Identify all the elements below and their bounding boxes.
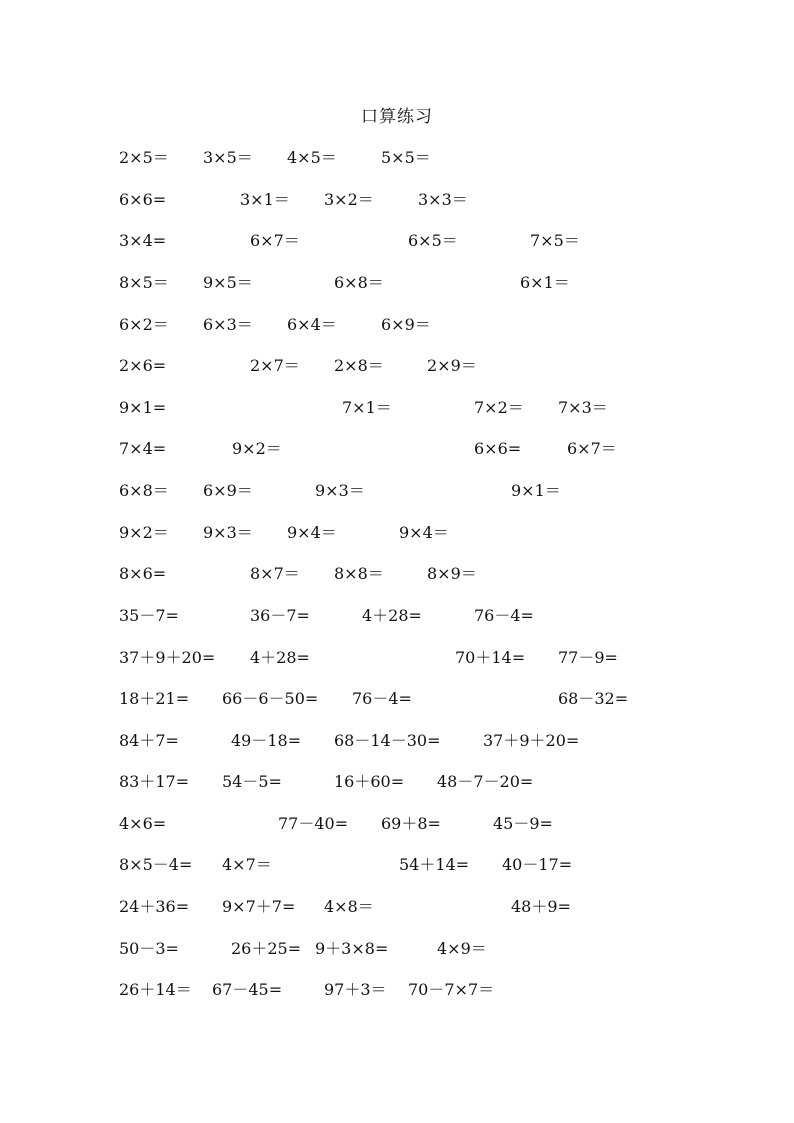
problem: 48－7－20= — [437, 772, 534, 791]
problem: 24＋36= — [119, 897, 190, 916]
problem: 67－45= — [212, 980, 283, 999]
problem: 6×6= — [474, 439, 522, 458]
problem: 77－9= — [558, 648, 618, 667]
problem: 6×9＝ — [203, 481, 253, 500]
problem: 3×3＝ — [418, 190, 468, 209]
problem: 8×5＝ — [119, 273, 169, 292]
problem: 26＋14＝ — [119, 980, 192, 999]
problem: 2×8＝ — [334, 356, 384, 375]
page-title: 口算练习 — [361, 107, 433, 127]
problem: 45－9= — [493, 814, 553, 833]
problem: 9×7＋7= — [222, 897, 296, 916]
problem-row — [0, 271, 794, 295]
problem: 18＋21= — [119, 689, 190, 708]
problem: 2×5＝ — [119, 148, 169, 167]
problem: 69＋8= — [381, 814, 441, 833]
problem: 3×5＝ — [203, 148, 253, 167]
problem: 37＋9＋20= — [119, 648, 216, 667]
problem: 8×5－4= — [119, 855, 193, 874]
problem: 70－7×7＝ — [408, 980, 495, 999]
problem: 4×7＝ — [222, 855, 272, 874]
problem: 6×6= — [119, 190, 167, 209]
problem: 9×4＝ — [399, 523, 449, 542]
problem: 50－3= — [119, 939, 179, 958]
problem: 7×2＝ — [474, 398, 524, 417]
problem: 9×2＝ — [119, 523, 169, 542]
problem-row — [0, 853, 794, 877]
problem: 54＋14= — [399, 855, 470, 874]
problem: 8×6= — [119, 564, 167, 583]
problem: 9×1＝ — [511, 481, 561, 500]
problem: 4＋28= — [362, 606, 422, 625]
problem: 4×6= — [119, 814, 167, 833]
problem: 54－5= — [222, 772, 282, 791]
problem: 7×5＝ — [530, 231, 580, 250]
problem: 97＋3＝ — [324, 980, 387, 999]
problem-row — [0, 188, 794, 212]
problem-row — [0, 521, 794, 545]
problem-row — [0, 146, 794, 170]
problem-row — [0, 978, 794, 1002]
problem: 66－6－50= — [222, 689, 319, 708]
problem: 48＋9= — [511, 897, 571, 916]
problem: 7×1＝ — [342, 398, 392, 417]
problem: 9×1= — [119, 398, 167, 417]
problem-row — [0, 396, 794, 420]
problem-row — [0, 437, 794, 461]
problem: 4＋28= — [250, 648, 310, 667]
problem: 76－4= — [474, 606, 534, 625]
problem: 36－7= — [250, 606, 310, 625]
problem: 68－14－30= — [334, 731, 441, 750]
problem: 2×7＝ — [250, 356, 300, 375]
problem-row — [0, 229, 794, 253]
problem-row — [0, 354, 794, 378]
problem: 37＋9＋20= — [483, 731, 580, 750]
problem-row — [0, 937, 794, 961]
problem: 3×1＝ — [240, 190, 290, 209]
problem: 9＋3×8= — [315, 939, 389, 958]
problem: 9×3＝ — [203, 523, 253, 542]
problem-row — [0, 479, 794, 503]
problem-row — [0, 812, 794, 836]
problem: 2×9＝ — [427, 356, 477, 375]
problem: 4×5＝ — [287, 148, 337, 167]
problem: 6×2＝ — [119, 315, 169, 334]
problem-row — [0, 895, 794, 919]
problem: 68－32= — [558, 689, 629, 708]
problem: 77－40= — [278, 814, 349, 833]
problem: 40－17= — [502, 855, 573, 874]
problem: 6×9＝ — [381, 315, 431, 334]
problem: 9×5＝ — [203, 273, 253, 292]
problem: 6×5＝ — [408, 231, 458, 250]
problem: 6×1＝ — [520, 273, 570, 292]
problem: 7×3＝ — [558, 398, 608, 417]
problem-row — [0, 562, 794, 586]
problem: 8×9＝ — [427, 564, 477, 583]
problem: 9×4＝ — [287, 523, 337, 542]
problem-row — [0, 313, 794, 337]
problem: 70＋14= — [455, 648, 526, 667]
problem: 6×8＝ — [334, 273, 384, 292]
problem: 9×3＝ — [315, 481, 365, 500]
problem: 84＋7= — [119, 731, 179, 750]
problem: 6×8＝ — [119, 481, 169, 500]
problem: 3×4= — [119, 231, 167, 250]
problem: 16＋60= — [334, 772, 405, 791]
problem: 49－18= — [231, 731, 302, 750]
problem-row — [0, 687, 794, 711]
problem: 76－4= — [352, 689, 412, 708]
problem: 6×4＝ — [287, 315, 337, 334]
problem: 6×7＝ — [567, 439, 617, 458]
problem: 26＋25= — [231, 939, 302, 958]
problem: 7×4= — [119, 439, 167, 458]
problem: 3×2＝ — [324, 190, 374, 209]
problem: 9×2＝ — [232, 439, 282, 458]
problem: 2×6= — [119, 356, 167, 375]
problem-row — [0, 729, 794, 753]
problem: 4×8＝ — [324, 897, 374, 916]
problem: 6×3＝ — [203, 315, 253, 334]
problem: 8×8＝ — [334, 564, 384, 583]
problem: 83＋17= — [119, 772, 190, 791]
problem: 4×9＝ — [437, 939, 487, 958]
problem-row — [0, 646, 794, 670]
problem: 8×7＝ — [250, 564, 300, 583]
problem: 5×5＝ — [381, 148, 431, 167]
problem: 35－7= — [119, 606, 179, 625]
problem: 6×7＝ — [250, 231, 300, 250]
problem-row — [0, 770, 794, 794]
problem-row — [0, 604, 794, 628]
